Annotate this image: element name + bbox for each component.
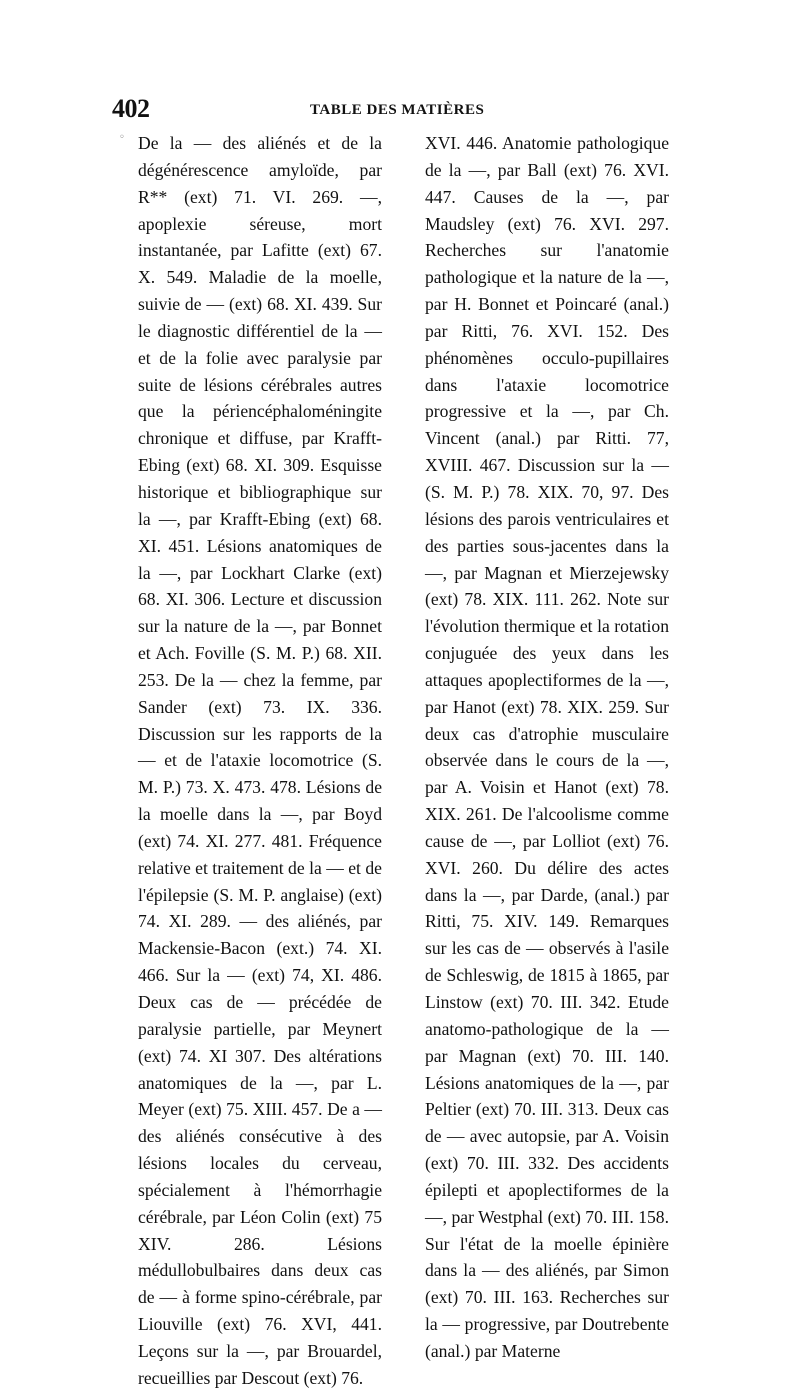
running-title: TABLE DES MATIÈRES (310, 102, 485, 118)
page-number: 402 (112, 94, 150, 123)
left-column-text: De la — des aliénés et de la dégénérescence amyloïde, par R** (ext) 71. VI. 269. —, apoplexie séreuse, mort instantanée, par Lafitte (ext) 67. X. 549. Maladie de la moelle, suivie de — (ext) 68. XI. 439. Sur le diagnostic différentiel de la — et de la folie avec paralysie par suite de lésions cérébrales autres que la périencéphaloméningite chronique et diffuse, par Krafft-Ebing (ext) 68. XI. 309. Esquisse historique et bibliographique sur la —, par Krafft-Ebing (ext) 68. XI. 451. Lésions anatomiques de la —, par Lockhart Clarke (ext) 68. XI. 306. Lecture et discussion sur la nature de la —, par Bonnet et Ach. Foville (S. M. P.) 68. XII. 253. De la — chez la femme, par Sander (ext) 73. IX. 336. Discussion sur les rapports de la — et de l'ataxie locomotrice (S. M. P.) 73. X. 473. 478. Lésions de la moelle dans la —, par Boyd (ext) 74. XI. 277. 481. Fréquence relative et traitement de la — et de l'épilepsie (S. M. P. anglaise) (ext) 74. XI. 289. — des aliénés, par Mackensie-Bacon (ext.) 74. XI. 466. Sur la — (ext) 74, XI. 486. Deux cas de — précédée de paralysie partielle, par Meynert (ext) 74. XI 307. Des altérations anatomiques de la —, par L. Meyer (ext) 75. XIII. 457. De a — des aliénés consécutive à des lésions locales du cerveau, spécialement à l'hémorrhagie cérébrale, par Léon Colin (ext) 75 XIV. 286. Lésions médullobulbaires dans deux cas de — à forme spino-cérébrale, par Liouville (ext) 76. XVI, 441. Leçons sur la —, par Brouardel, recueillies par Descout (ext) 76. (138, 133, 382, 1388)
margin-mark: ◦ (119, 132, 125, 143)
right-column-text: XVI. 446. Anatomie pathologique de la —, par Ball (ext) 76. XVI. 447. Causes de la —, par Maudsley (ext) 76. XVI. 297. Recherches sur l'anatomie pathologique et la nature de la —, par H. Bonnet et Poincaré (anal.) par Ritti, 76. XVI. 152. Des phénomènes occulo-pupillaires dans l'ataxie locomotrice progressive et la —, par Ch. Vincent (anal.) par Ritti. 77, XVIII. 467. Discussion sur la — (S. M. P.) 78. XIX. 70, 97. Des lésions des parois ventriculaires et des parties sous-jacentes dans la —, par Magnan et Mierzejewsky (ext) 78. XIX. 111. 262. Note sur l'évolution thermique et la rotation conjuguée des yeux dans les attaques apoplectiformes de la —, par Hanot (ext) 78. XIX. 259. Sur deux cas d'atrophie musculaire observée dans le cours de la —, par A. Voisin et Hanot (ext) 78. XIX. 261. De l'alcoolisme comme cause de —, par Lolliot (ext) 76. XVI. 260. Du délire des actes dans la —, par Darde, (anal.) par Ritti, 75. XIV. 149. Remarques sur les cas de — observés à l'asile de Schleswig, de 1815 à 1865, par Linstow (ext) 70. III. 342. Etude anatomo-pathologique de la — par Magnan (ext) 70. III. 140. Lésions anatomiques de la —, par Peltier (ext) 70. III. 313. Deux cas de — avec autopsie, par A. Voisin (ext) 70. III. 332. Des accidents épilepti et apoplectiformes de la —, par Westphal (ext) 70. III. 158. Sur l'état de la moelle épinière dans la — des aliénés, par Simon (ext) 70. III. 163. Recherches sur la — progressive, par Doutrebente (anal.) par Materne (425, 133, 669, 1361)
page-header (112, 94, 672, 128)
